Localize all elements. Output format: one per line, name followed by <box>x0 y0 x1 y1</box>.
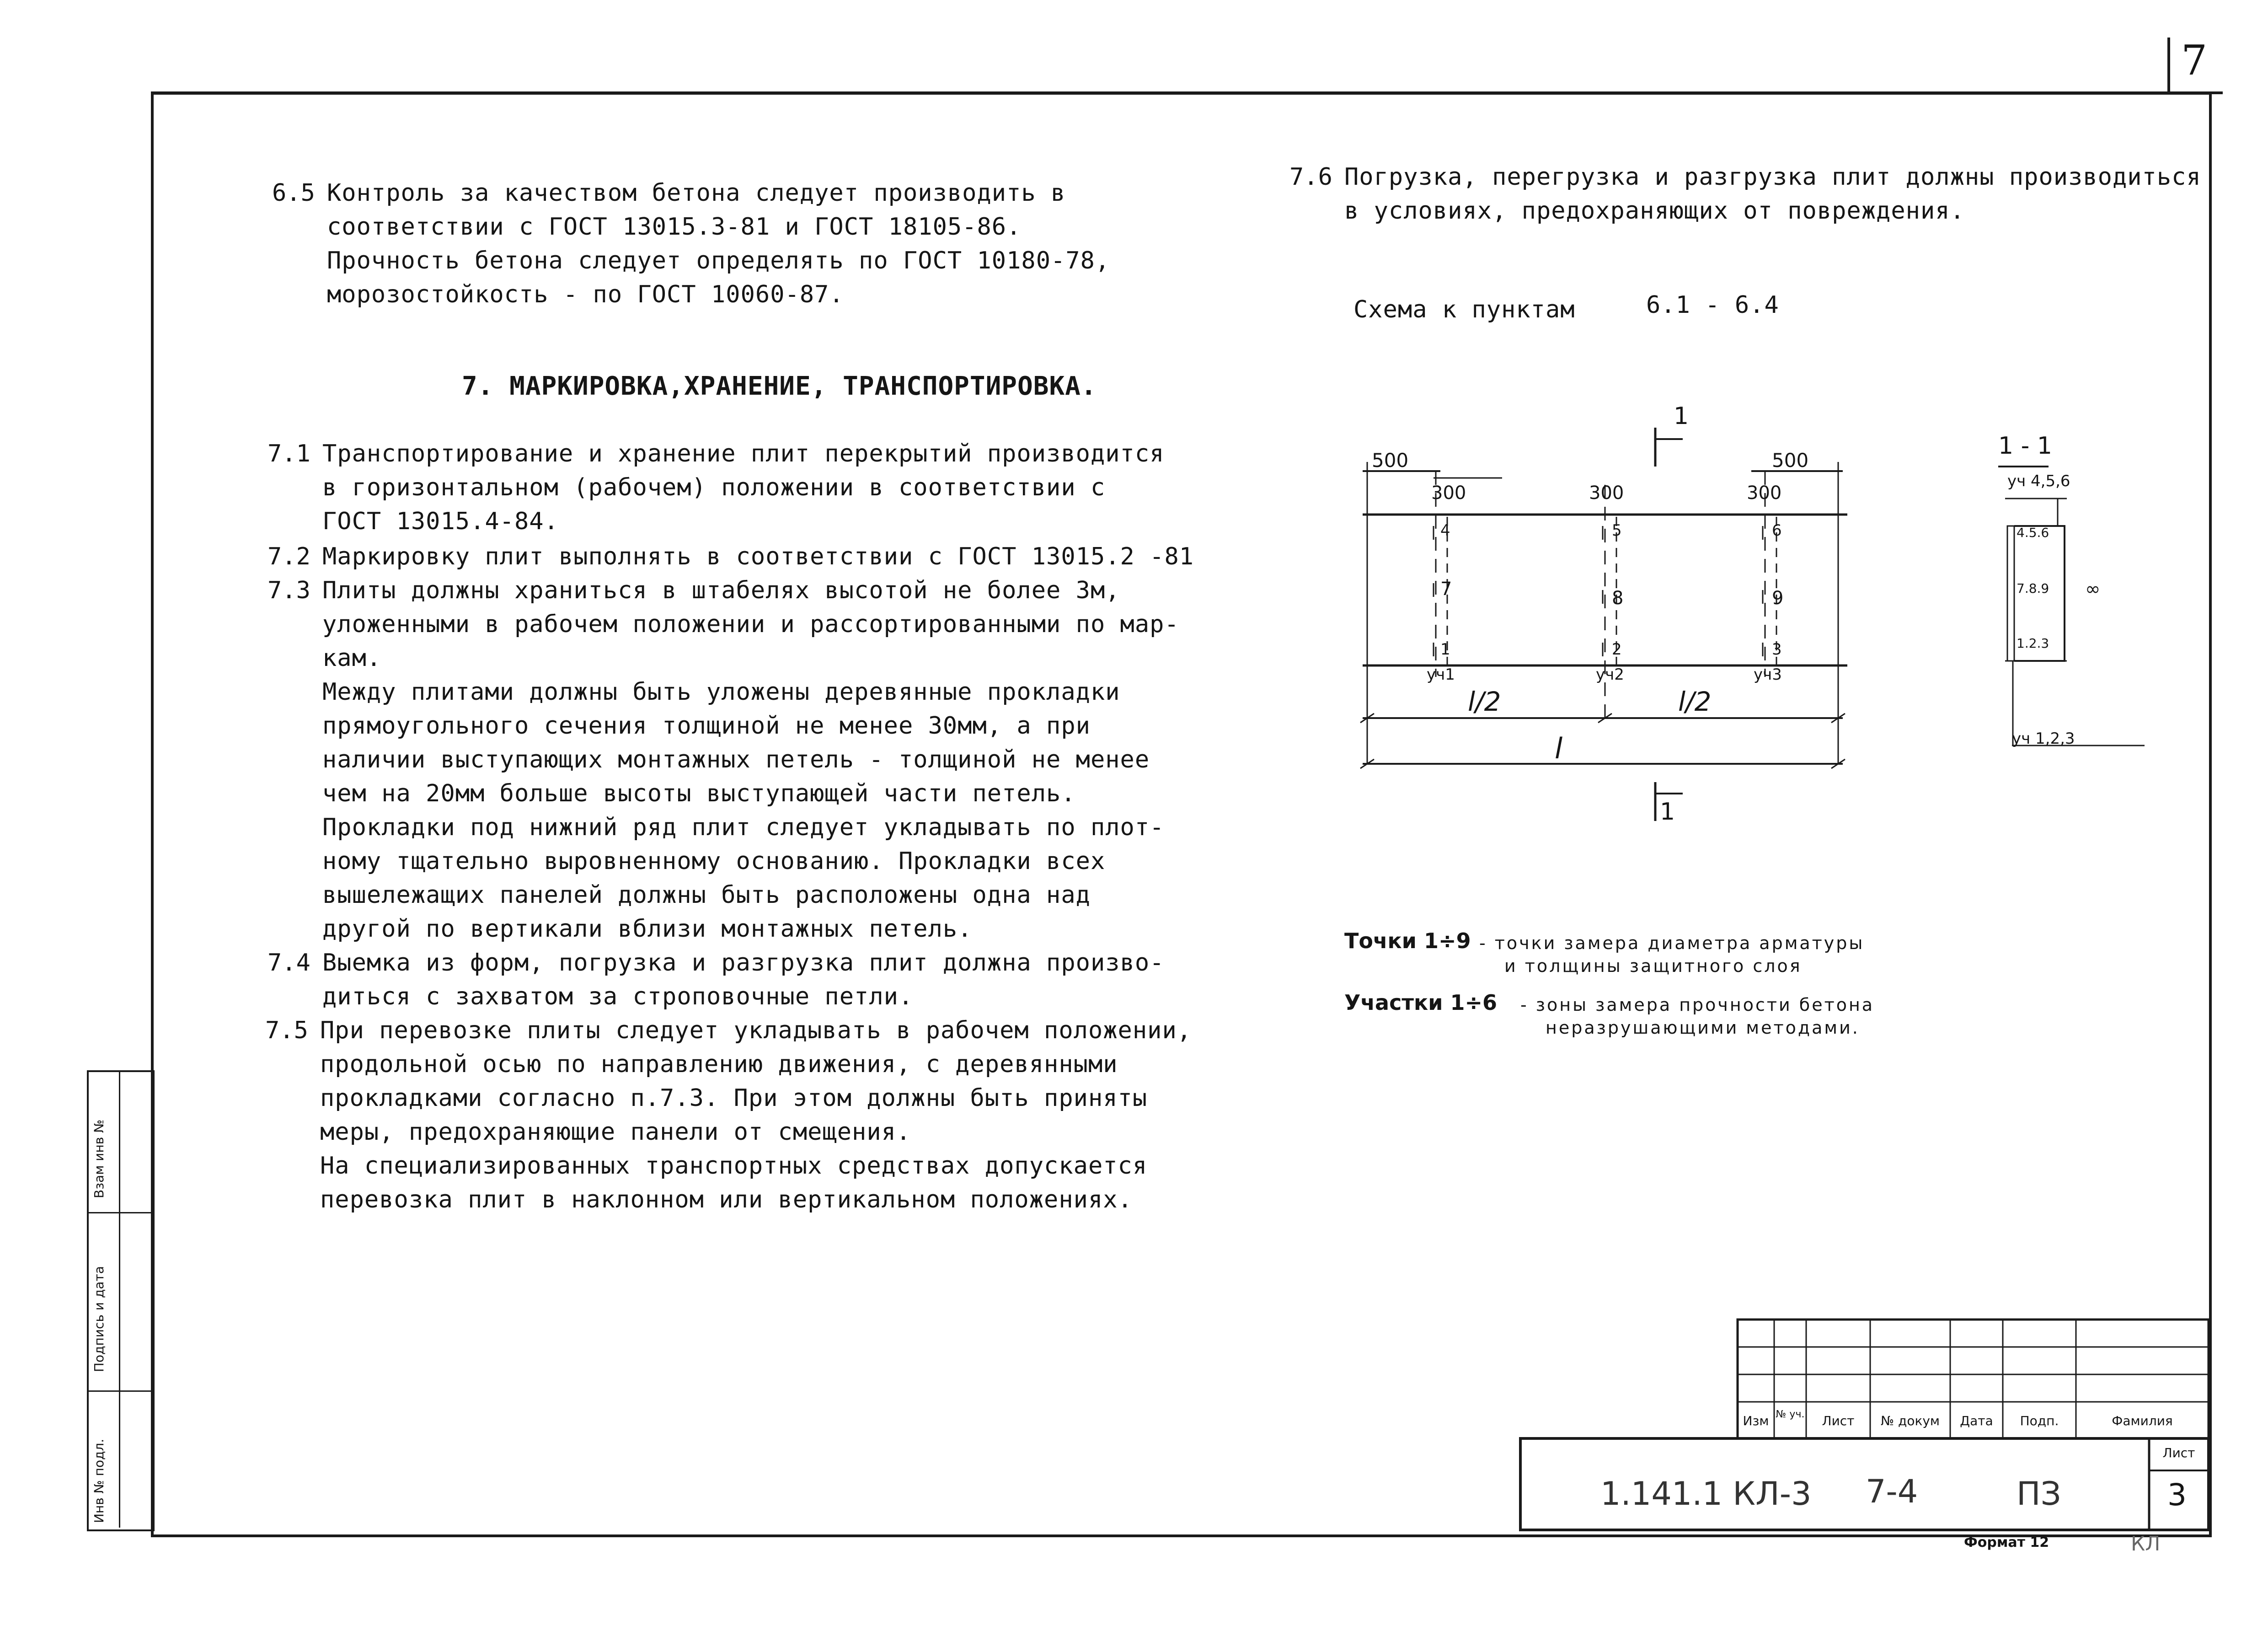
para-6-5-number: 6.5 <box>272 179 315 207</box>
point-3: 3 <box>1772 640 1782 659</box>
dim-300-right: 300 <box>1747 483 1782 504</box>
tb-header-sheet: Лист <box>1822 1413 1855 1428</box>
zone-label-2: уч2 <box>1596 665 1624 684</box>
para-6-5-line: морозостойкость - по ГОСТ 10060-87. <box>327 281 844 308</box>
scheme-title: Схема к пунктам <box>1353 296 1575 323</box>
note-zones-head: Участки 1÷6 <box>1344 990 1498 1015</box>
para-7-5-line: При перевозке плиты следует укладывать в рабочем положении, <box>320 1017 1192 1044</box>
dim-half-right: l/2 <box>1678 686 1712 717</box>
para-7-4-number: 7.4 <box>267 949 310 976</box>
para-7-2 <box>322 540 1194 574</box>
point-2: 2 <box>1612 640 1622 659</box>
para-7-3-line: прямоугольного сечения толщиной не менее 30мм, а при <box>322 712 1091 740</box>
note-zones-text-2: неразрушающими методами. <box>1546 1018 1860 1038</box>
para-7-4-line: диться с захватом за строповочные петли. <box>322 983 914 1010</box>
side-label-signature-date: Подпись и дата <box>91 1266 107 1372</box>
para-7-5 <box>320 1014 1192 1217</box>
note-points-text-2: и толщины защитного слоя <box>1504 956 1802 976</box>
side-stamp-row-line <box>87 1212 151 1213</box>
tb-mark: КЛ <box>2131 1532 2161 1556</box>
section-mark-top: 1 <box>1674 402 1689 430</box>
tb-header-date: Дата <box>1960 1413 1993 1428</box>
dim-500-right: 500 <box>1772 449 1809 472</box>
section-zone-bottom: уч 1,2,3 <box>2012 730 2075 748</box>
tb-header-number: № уч. <box>1776 1409 1805 1420</box>
section-infinity-mark: ∞ <box>2085 579 2101 600</box>
para-7-1-line: ГОСТ 13015.4-84. <box>322 508 559 535</box>
point-7: 7 <box>1440 579 1452 600</box>
para-7-1-line: в горизонтальном (рабочем) положении в соответствии с <box>322 474 1106 501</box>
tb-sheet-label: Лист <box>2162 1445 2195 1460</box>
para-7-6-line: Погрузка, перегрузка и разгрузка плит должны производиться <box>1344 163 2201 191</box>
para-7-5-line: прокладками согласно п.7.3. При этом должны быть приняты <box>320 1084 1148 1112</box>
zone-label-3: уч3 <box>1754 665 1782 684</box>
tb-document-part: 7-4 <box>1866 1473 1918 1510</box>
para-7-3-line: Плиты должны храниться в штабелях высотой не более 3м, <box>322 577 1120 604</box>
tb-header-document: № докум <box>1880 1413 1940 1428</box>
dim-full-length: l <box>1555 732 1563 765</box>
para-7-3-line: чем на 20мм больше высоты выступающей части петель. <box>322 780 1076 807</box>
para-7-5-line: меры, предохраняющие панели от смещения. <box>320 1118 911 1146</box>
dim-500-left: 500 <box>1372 449 1409 472</box>
section-7-title: 7. МАРКИРОВКА,ХРАНЕНИЕ, ТРАНСПОРТИРОВКА. <box>462 371 1097 401</box>
side-label-original-inv: Инв № подл. <box>91 1438 107 1523</box>
side-label-replace-inv: Взам инв № <box>91 1119 107 1198</box>
para-7-4-line: Выемка из форм, погрузка и разгрузка плит должна произво- <box>322 949 1165 976</box>
para-7-5-line: перевозка плит в наклонном или вертикальном положениях. <box>320 1186 1133 1213</box>
para-7-3-line: вышележащих панелей должны быть расположены одна над <box>322 881 1091 909</box>
para-7-1-number: 7.1 <box>267 440 310 467</box>
note-points-head: Точки 1÷9 <box>1344 928 1471 953</box>
para-7-3-line: уложенными в рабочем положении и рассортированными по мар- <box>322 611 1179 638</box>
para-7-2-number: 7.2 <box>267 543 310 570</box>
para-7-3-line: Между плитами должны быть уложены деревянные прокладки <box>322 678 1120 706</box>
para-7-3-line: ному тщательно выровненному основанию. Прокладки всех <box>322 848 1106 875</box>
point-5: 5 <box>1612 521 1622 540</box>
section-points-mid: 7.8.9 <box>2017 581 2049 596</box>
dim-half-left: l/2 <box>1468 686 1501 717</box>
para-7-6 <box>1344 160 2201 228</box>
para-7-6-number: 7.6 <box>1289 163 1332 191</box>
scheme-reference: 6.1 - 6.4 <box>1646 291 1779 319</box>
para-6-5-line: Контроль за качеством бетона следует производить в <box>327 179 1066 207</box>
para-7-6-line: в условиях, предохраняющих от повреждения. <box>1344 197 1965 225</box>
para-7-1-line: Транспортирование и хранение плит перекрытий производится <box>322 440 1165 467</box>
para-7-3-line: кам. <box>322 644 382 672</box>
tb-header-change: Изм <box>1743 1413 1769 1428</box>
point-8: 8 <box>1612 588 1624 609</box>
tb-header-signature: Подп. <box>2020 1413 2059 1428</box>
para-7-3-line: наличии выступающих монтажных петель - толщиной не менее <box>322 746 1150 773</box>
para-7-3-line: другой по вертикали вблизи монтажных петель. <box>322 915 973 943</box>
para-7-5-line: На специализированных транспортных средствах допускается <box>320 1152 1148 1180</box>
point-4: 4 <box>1440 521 1450 540</box>
dim-300-mid: 300 <box>1589 483 1624 504</box>
note-points-text-1: - точки замера диаметра арматуры <box>1479 933 1865 953</box>
tb-header-surname: Фамилия <box>2112 1413 2173 1428</box>
para-7-3-number: 7.3 <box>267 577 310 604</box>
para-7-3 <box>322 574 1179 946</box>
para-6-5 <box>327 176 1110 311</box>
note-zones-text-1: - зоны замера прочности бетона <box>1520 995 1875 1015</box>
para-7-2-line: Маркировку плит выполнять в соответствии с ГОСТ 13015.2 -81 <box>322 543 1194 570</box>
point-6: 6 <box>1772 521 1782 540</box>
slab-plan-drawing <box>1349 402 1898 832</box>
section-mark-bottom: 1 <box>1660 798 1675 826</box>
para-7-5-line: продольной осью по направлению движения, с деревянными <box>320 1051 1118 1078</box>
section-points-top: 4.5.6 <box>2017 525 2049 540</box>
point-1: 1 <box>1440 640 1450 659</box>
para-7-1 <box>322 437 1164 538</box>
section-title: 1 - 1 <box>1998 432 2052 460</box>
tb-document-code: 1.141.1 КЛ-3 <box>1600 1475 1812 1513</box>
point-9: 9 <box>1772 588 1784 609</box>
zone-label-1: уч1 <box>1427 665 1455 684</box>
tb-format: Формат 12 <box>1964 1534 2049 1550</box>
para-6-5-line: соответствии с ГОСТ 13015.3-81 и ГОСТ 18105-86. <box>327 213 1022 241</box>
tb-sheet-number: 3 <box>2167 1477 2187 1513</box>
para-6-5-line: Прочность бетона следует определять по ГОСТ 10180-78, <box>327 247 1110 274</box>
tb-document-section: ПЗ <box>2017 1475 2061 1513</box>
section-points-bottom: 1.2.3 <box>2017 636 2049 651</box>
para-7-4 <box>322 946 1164 1014</box>
section-zone-top: уч 4,5,6 <box>2007 472 2070 490</box>
side-stamp-divider <box>119 1070 120 1528</box>
corner-page-number: 7 <box>2181 37 2208 85</box>
para-7-5-number: 7.5 <box>265 1017 308 1044</box>
dim-300-left: 300 <box>1431 483 1466 504</box>
para-7-3-line: Прокладки под нижний ряд плит следует укладывать по плот- <box>322 814 1165 841</box>
side-stamp-row-line <box>87 1390 151 1392</box>
